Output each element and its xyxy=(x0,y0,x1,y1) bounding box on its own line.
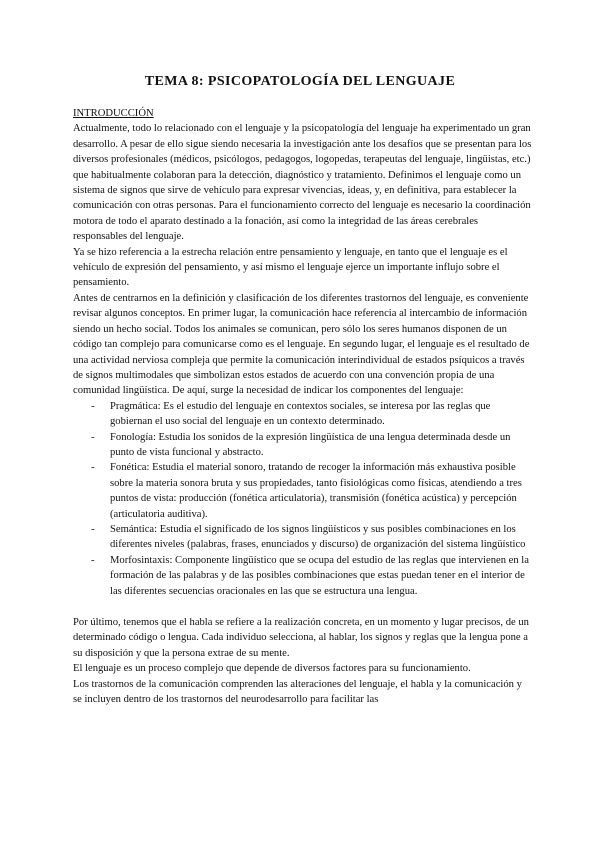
list-item: - Fonología: Estudia los sonidos de la expresión lingüística de una lengua determinada desde un punto de vista funcional y abstracto. xyxy=(73,430,533,461)
components-list xyxy=(73,399,533,599)
document-body xyxy=(73,106,533,707)
paragraph: Los trastornos de la comunicación comprenden las alteraciones del lenguaje, el habla y la comunicación y se incluyen dentro de los trastornos del neurodesarrollo para facilitar las xyxy=(73,678,522,706)
paragraph: Antes de centrarnos en la definición y clasificación de los diferentes trastornos del lenguaje, es conveniente revisar algunos conceptos. En primer lugar, la comunicación hace referencia al intercambio de información siendo un hecho social. Todos los animales se comunican, pero sólo los seres humanos disponen de un código tan complejo para comunicarse como es el lenguaje. En segundo lugar, el lenguaje es el resultado de una actividad nerviosa compleja que permite la comunicación interindividual de estados psíquicos a través de signos multimodales que simbolizan estos estados de acuerdo con una convención propia de una comunidad lingüística. De aquí, surge la necesidad de indicar los componentes del lenguaje: xyxy=(73,292,530,397)
paragraph: Actualmente, todo lo relacionado con el lenguaje y la psicopatología del lenguaje ha experimentado un gran desarrollo. A pesar de ello sigue siendo necesaria la investigación ante los desafíos que se presentan para los diversos profesionales (médicos, psicólogos, pedagogos, logopedas, terapeutas del lenguaje, lingüistas, etc.) que habitualmente colaboran para la detección, diagnóstico y tratamiento. Definimos el lenguaje como un sistema de signos que sirve de vehículo para expresar vivencias, ideas, y, en definitiva, para establecer la comunicación con otras personas. Para el funcionamiento correcto del lenguaje es necesario la coordinación motora de todo el aparato destinado a la fonación, así como la integridad de las áreas cerebrales responsables del lenguaje. xyxy=(73,123,532,243)
section-heading: INTRODUCCIÓN xyxy=(73,108,154,119)
paragraph: El lenguaje es un proceso complejo que depende de diversos factores para su funcionamiento. xyxy=(73,663,471,675)
paragraph: Ya se hizo referencia a la estrecha relación entre pensamiento y lenguaje, en tanto que el lenguaje es el vehículo de expresión del pensamiento, y así mismo el lenguaje ejerce un importante influjo sobre el pensamiento. xyxy=(73,246,508,289)
paragraph: Por último, tenemos que el habla se refiere a la realización concreta, en un momento y lugar precisos, de un determinado código o lengua. Cada individuo selecciona, al hablar, los signos y reglas que la lengua pone a su disposición y que la persona extrae de su mente. xyxy=(73,617,529,659)
list-item: - Morfosintaxis: Componente lingüístico que se ocupa del estudio de las reglas que intervienen en la formación de las palabras y de las posibles combinaciones que estas puedan tener en el interior de las diferentes secuencias oracionales en las que se estructura una lengua. xyxy=(73,553,533,599)
spacer xyxy=(73,599,533,615)
list-item: - Semántica: Estudia el significado de los signos lingüísticos y sus posibles combinaciones en los diferentes niveles (palabras, frases, enunciados y discurso) de organización del sistema lingüístico xyxy=(73,522,533,553)
list-item: - Fonética: Estudia el material sonoro, tratando de recoger la información más exhaustiva posible sobre la materia sonora bruta y sus propiedades, tanto fisiológicas como físicas, atendiendo a tres puntos de vista: producción (fonética articulatoria), transmisión (fonética acústica) y percepción (articulatoria auditiva). xyxy=(73,460,533,522)
list-item: - Pragmática: Es el estudio del lenguaje en contextos sociales, se interesa por las reglas que gobiernan el uso social del lenguaje en un contexto determinado. xyxy=(73,399,533,430)
document-title: TEMA 8: PSICOPATOLOGÍA DEL LENGUAJE xyxy=(144,74,456,89)
